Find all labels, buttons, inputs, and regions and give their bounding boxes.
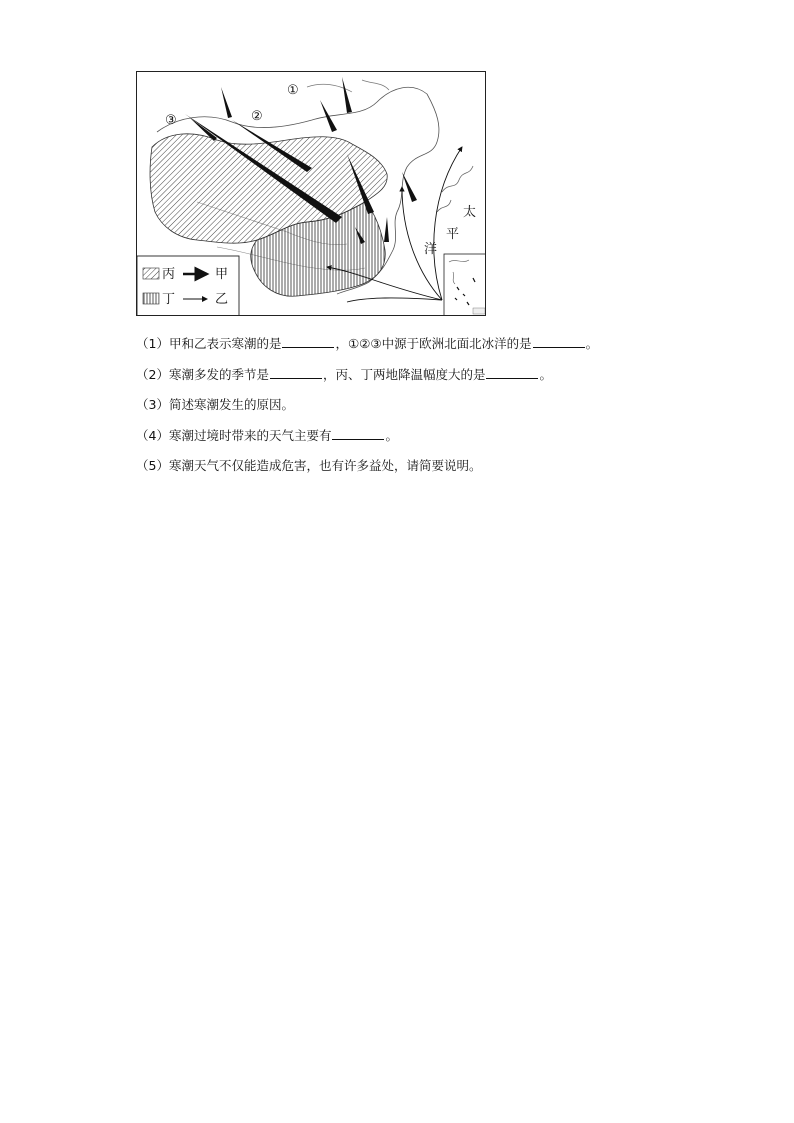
map-legend xyxy=(137,256,239,316)
question-text: 寒潮多发的季节是 xyxy=(168,366,269,382)
question-1 xyxy=(136,336,676,352)
question-text: 。 xyxy=(385,427,398,443)
legend-swatch-ding xyxy=(143,293,159,304)
question-3 xyxy=(136,397,676,413)
cold-wave-arrow-ne xyxy=(402,172,417,202)
question-text: 甲和乙表示寒潮的是 xyxy=(168,336,282,351)
legend-label-yi: 乙 xyxy=(215,292,229,307)
question-number: （2） xyxy=(136,366,169,382)
legend-swatch-bing xyxy=(143,268,159,279)
question-text: ，丙、丁两地降温幅度大的是 xyxy=(322,366,486,382)
question-number: （1） xyxy=(136,336,169,351)
cold-wave-map xyxy=(136,71,486,316)
cold-wave-arrow-top1 xyxy=(342,77,352,113)
source-label-2: ② xyxy=(251,109,263,124)
inset-map xyxy=(444,254,486,316)
map-graphic xyxy=(137,72,486,316)
question-number: （3） xyxy=(136,397,169,412)
question-list xyxy=(136,336,676,489)
cold-wave-arrow-south1 xyxy=(384,217,389,242)
ocean-label-char2: 平 xyxy=(446,227,460,242)
cold-wave-arrow-top2 xyxy=(320,100,337,132)
answer-blank[interactable] xyxy=(533,336,585,348)
question-5 xyxy=(136,458,676,474)
question-2 xyxy=(136,367,676,383)
question-text: 寒潮天气不仅能造成危害，也有许多益处，请简要说明。 xyxy=(168,458,482,473)
source-label-1: ① xyxy=(287,83,299,98)
ocean-label-char1: 太 xyxy=(463,205,477,220)
cold-wave-arrow-src2 xyxy=(221,87,232,118)
source-label-3: ③ xyxy=(165,113,177,128)
lake-outline xyxy=(307,80,389,92)
legend-label-ding: 丁 xyxy=(162,292,176,307)
legend-label-bing: 丙 xyxy=(162,267,176,282)
legend-label-jia: 甲 xyxy=(215,267,229,282)
answer-blank[interactable] xyxy=(332,428,384,440)
question-text: 简述寒潮发生的原因。 xyxy=(168,397,294,412)
answer-blank[interactable] xyxy=(282,336,334,348)
question-text: 寒潮过境时带来的天气主要有 xyxy=(168,427,332,443)
answer-blank[interactable] xyxy=(486,367,538,379)
answer-blank[interactable] xyxy=(270,367,322,379)
question-4 xyxy=(136,428,676,444)
question-text: 。 xyxy=(585,336,599,351)
question-number: （5） xyxy=(136,458,169,473)
question-text: 。 xyxy=(539,366,552,382)
question-number: （4） xyxy=(136,427,169,443)
monsoon-arrow-4 xyxy=(347,298,442,302)
question-text: ，①②③中源于欧洲北面北冰洋的是 xyxy=(335,336,532,351)
ocean-label-char3: 洋 xyxy=(424,242,438,257)
